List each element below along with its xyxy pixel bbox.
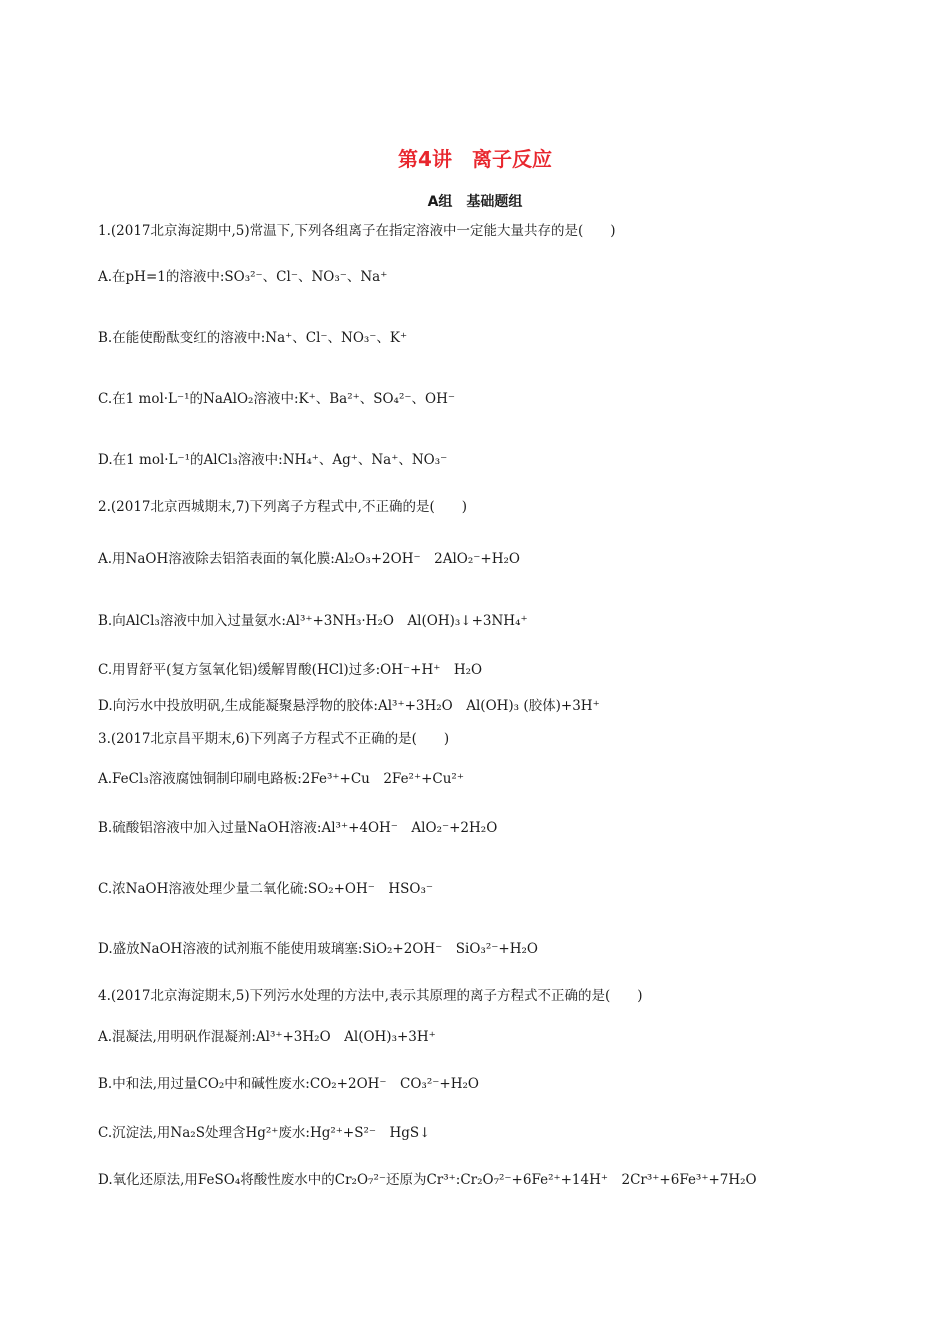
question-3-option-d: D.盛放NaOH溶液的试剂瓶不能使用玻璃塞:SiO₂+2OH⁻ SiO₃²⁻+H₂O [98, 941, 538, 957]
question-2-stem: 2.(2017北京西城期末,7)下列离子方程式中,不正确的是( ) [98, 499, 467, 515]
question-2-option-a: A.用NaOH溶液除去铝箔表面的氧化膜:Al₂O₃+2OH⁻ 2AlO₂⁻+H₂O [98, 551, 520, 567]
question-3-option-b: B.硫酸铝溶液中加入过量NaOH溶液:Al³⁺+4OH⁻ AlO₂⁻+2H₂O [98, 820, 498, 836]
question-4-option-b: B.中和法,用过量CO₂中和碱性废水:CO₂+2OH⁻ CO₃²⁻+H₂O [98, 1076, 479, 1092]
question-2-option-d: D.向污水中投放明矾,生成能凝聚悬浮物的胶体:Al³⁺+3H₂O Al(OH)₃ (胶体)+3H⁺ [98, 698, 600, 714]
question-2-option-c: C.用胃舒平(复方氢氧化铝)缓解胃酸(HCl)过多:OH⁻+H⁺ H₂O [98, 662, 483, 678]
question-1-option-d: D.在1 mol·L⁻¹的AlCl₃溶液中:NH₄⁺、Ag⁺、Na⁺、NO₃⁻ [98, 452, 448, 468]
question-1-stem: 1.(2017北京海淀期中,5)常温下,下列各组离子在指定溶液中一定能大量共存的是( ) [98, 223, 616, 239]
question-4-option-a: A.混凝法,用明矾作混凝剂:Al³⁺+3H₂O Al(OH)₃+3H⁺ [98, 1029, 436, 1045]
question-3-option-a: A.FeCl₃溶液腐蚀铜制印刷电路板:2Fe³⁺+Cu 2Fe²⁺+Cu²⁺ [98, 771, 464, 787]
question-1-option-c: C.在1 mol·L⁻¹的NaAlO₂溶液中:K⁺、Ba²⁺、SO₄²⁻、OH⁻ [98, 391, 455, 407]
question-3-option-c: C.浓NaOH溶液处理少量二氧化硫:SO₂+OH⁻ HSO₃⁻ [98, 881, 434, 897]
question-4-option-d: D.氧化还原法,用FeSO₄将酸性废水中的Cr₂O₇²⁻还原为Cr³⁺:Cr₂O₇²⁻+6Fe²⁺+14H⁺ 2Cr³⁺+6Fe³⁺+7H₂O [98, 1172, 757, 1188]
question-1-option-a: A.在pH=1的溶液中:SO₃²⁻、Cl⁻、NO₃⁻、Na⁺ [98, 269, 388, 285]
question-1-option-b: B.在能使酚酞变红的溶液中:Na⁺、Cl⁻、NO₃⁻、K⁺ [98, 330, 408, 346]
page-title: 第4讲 离子反应 [398, 147, 552, 171]
question-4-option-c: C.沉淀法,用Na₂S处理含Hg²⁺废水:Hg²⁺+S²⁻ HgS↓ [98, 1125, 431, 1141]
question-4-stem: 4.(2017北京海淀期末,5)下列污水处理的方法中,表示其原理的离子方程式不正确的是( ) [98, 988, 643, 1004]
group-title: A组 基础题组 [427, 194, 523, 210]
question-3-stem: 3.(2017北京昌平期末,6)下列离子方程式不正确的是( ) [98, 731, 450, 747]
question-2-option-b: B.向AlCl₃溶液中加入过量氨水:Al³⁺+3NH₃·H₂O Al(OH)₃↓+3NH₄⁺ [98, 613, 528, 629]
